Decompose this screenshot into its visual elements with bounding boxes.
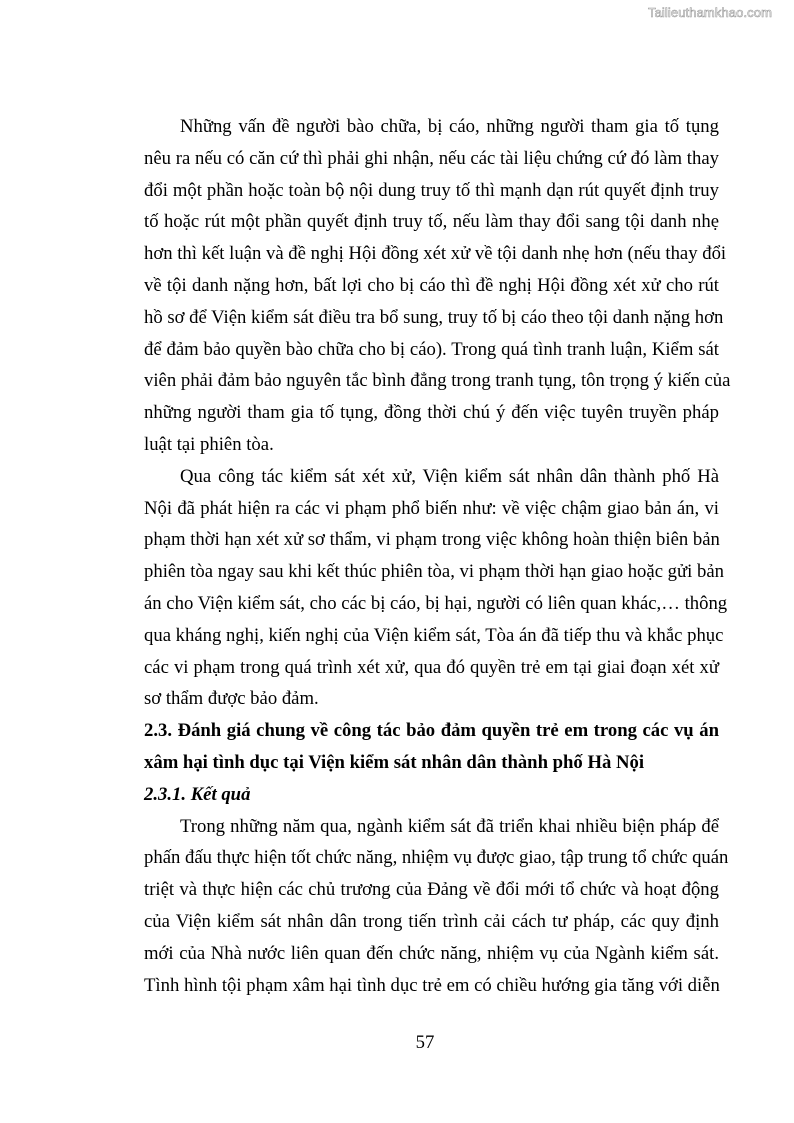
text-line: Tình hình tội phạm xâm hại tình dục trẻ em có chiều hướng gia tăng với diễn: [144, 974, 720, 996]
text-line: hơn thì kết luận và đề nghị Hội đồng xét xử về tội danh nhẹ hơn (nếu thay đổi: [144, 243, 727, 265]
watermark: Tailieuthamkhao.com: [648, 5, 773, 20]
text-line: các vi phạm trong quá trình xét xử, qua đó quyền trẻ em tại giai đoạn xét xử: [144, 656, 719, 678]
text-line: mới của Nhà nước liên quan đến chức năng, nhiệm vụ của Ngành kiểm sát.: [144, 942, 719, 964]
section-heading: 2.3. Đánh giá chung về công tác bảo đảm quyền trẻ em trong các vụ án: [144, 720, 719, 742]
text-line: viên phải đảm bảo nguyên tắc bình đẳng trong tranh tụng, tôn trọng ý kiến của: [144, 370, 731, 392]
page-number: 57: [415, 1032, 435, 1053]
text-line: hồ sơ để Viện kiểm sát điều tra bổ sung, truy tố bị cáo theo tội danh nặng hơn: [144, 306, 724, 328]
paragraph-first-line: Trong những năm qua, ngành kiểm sát đã triển khai nhiều biện pháp để: [180, 815, 719, 837]
text-line: phấn đấu thực hiện tốt chức năng, nhiệm vụ được giao, tập trung tổ chức quán: [144, 847, 729, 869]
subsection-heading: 2.3.1. Kết quả: [144, 783, 251, 805]
text-line: phiên tòa ngay sau khi kết thúc phiên tòa, vi phạm thời hạn giao hoặc gửi bản: [144, 561, 724, 583]
text-line: Nội đã phát hiện ra các vi phạm phổ biến như: về việc chậm giao bản án, vi: [144, 497, 719, 519]
text-line: đổi một phần hoặc toàn bộ nội dung truy tố thì mạnh dạn rút quyết định truy: [144, 179, 719, 201]
text-line: phạm thời hạn xét xử sơ thẩm, vi phạm trong việc không hoàn thiện biên bản: [144, 529, 720, 551]
text-line: về tội danh nặng hơn, bất lợi cho bị cáo thì đề nghị Hội đồng xét xử cho rút: [144, 274, 719, 296]
document-body: [144, 111, 731, 1001]
text-line: những người tham gia tố tụng, đồng thời chú ý đến việc tuyên truyền pháp: [144, 402, 719, 424]
text-line: tố hoặc rút một phần quyết định truy tố, nếu làm thay đổi sang tội danh nhẹ: [144, 211, 719, 233]
paragraph-first-line: Những vấn đề người bào chữa, bị cáo, những người tham gia tố tụng: [180, 116, 719, 137]
paragraph-first-line: Qua công tác kiểm sát xét xử, Viện kiểm sát nhân dân thành phố Hà: [180, 465, 719, 487]
text-line: để đảm bảo quyền bào chữa cho bị cáo). Trong quá tình tranh luận, Kiểm sát: [144, 338, 719, 360]
text-line: của Viện kiểm sát nhân dân trong tiến trình cải cách tư pháp, các quy định: [144, 910, 719, 932]
text-line: án cho Viện kiểm sát, cho các bị cáo, bị hại, người có liên quan khác,… thông: [144, 592, 728, 614]
section-heading: xâm hại tình dục tại Viện kiểm sát nhân dân thành phố Hà Nội: [144, 751, 645, 773]
text-line: qua kháng nghị, kiến nghị của Viện kiểm sát, Tòa án đã tiếp thu và khắc phục: [144, 624, 724, 646]
paragraph-last-line: sơ thẩm được bảo đảm.: [144, 688, 319, 710]
text-line: triệt và thực hiện các chủ trương của Đảng về đổi mới tổ chức và hoạt động: [144, 879, 719, 901]
text-line: nêu ra nếu có căn cứ thì phải ghi nhận, nếu các tài liệu chứng cứ đó làm thay: [144, 147, 719, 169]
paragraph-last-line: luật tại phiên tòa.: [144, 433, 274, 455]
